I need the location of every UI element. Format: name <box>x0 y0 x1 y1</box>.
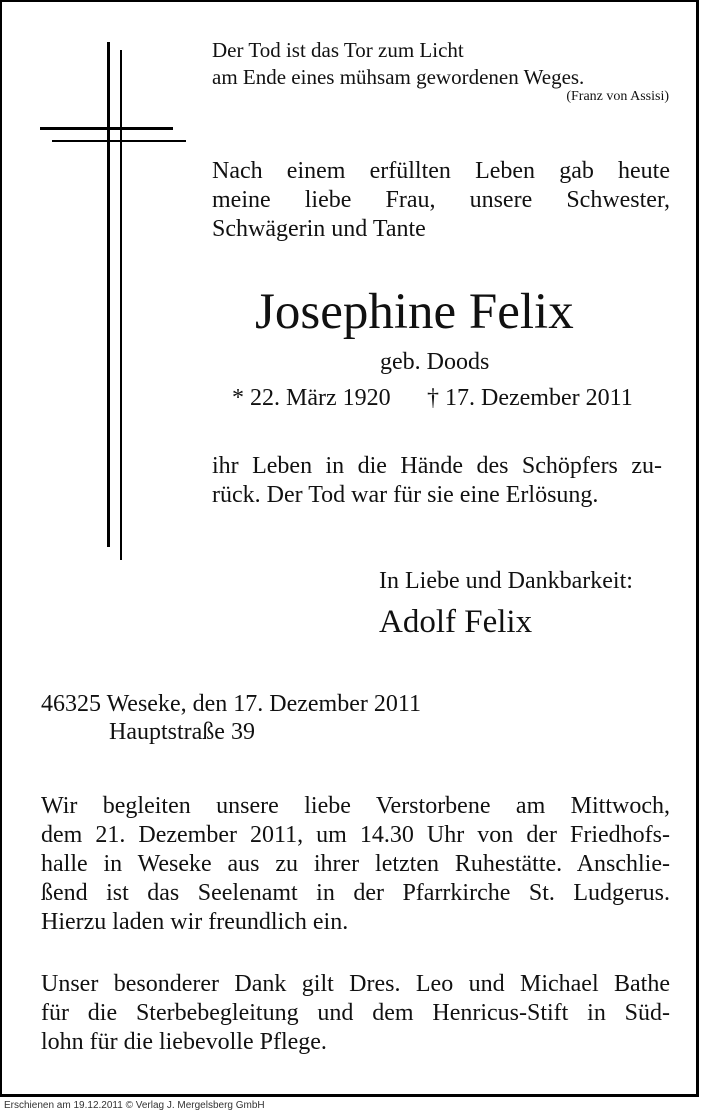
death-date: † 17. Dezember 2011 <box>427 385 633 411</box>
funeral-line-2: dem 21. Dezember 2011, um 14.30 Uhr von der Friedhofs- <box>41 822 670 848</box>
intro-line-3: Schwägerin und Tante <box>212 216 426 242</box>
thanks-line-2: für die Sterbebegleitung und dem Henricus-Stift in Süd- <box>41 1000 670 1026</box>
signature-phrase: In Liebe und Dankbarkeit: <box>379 568 633 594</box>
intro-paragraph <box>212 157 670 244</box>
outro-line-1: ihr Leben in die Hände des Schöpfers zu- <box>212 453 662 479</box>
signature-name: Adolf Felix <box>379 604 533 640</box>
thanks-paragraph <box>41 970 670 1057</box>
birth-date: * 22. März 1920 <box>232 385 391 411</box>
funeral-line-5: Hierzu laden wir freundlich ein. <box>41 909 349 935</box>
quote-line-1: Der Tod ist das Tor zum Licht <box>212 38 464 62</box>
deceased-name: Josephine Felix <box>255 284 574 340</box>
thanks-line-3: lohn für die liebevolle Pflege. <box>41 1029 327 1055</box>
funeral-line-1: Wir begleiten unsere liebe Verstorbene am Mittwoch, <box>41 793 670 819</box>
intro-line-1: Nach einem erfüllten Leben gab heute <box>212 158 670 184</box>
funeral-line-4: ßend ist das Seelenamt in der Pfarrkirche St. Ludgerus. <box>41 880 670 906</box>
thanks-line-1: Unser besonderer Dank gilt Dres. Leo und Michael Bathe <box>41 971 670 997</box>
funeral-paragraph <box>41 792 670 937</box>
quote-source: (Franz von Assisi) <box>566 89 669 104</box>
address-line-2: Hauptstraße 39 <box>109 719 255 745</box>
quote-line-2: am Ende eines mühsam gewordenen Weges. <box>212 65 585 89</box>
outro-paragraph <box>212 452 662 510</box>
address-line-1: 46325 Weseke, den 17. Dezember 2011 <box>41 691 421 717</box>
intro-line-2: meine liebe Frau, unsere Schwester, <box>212 187 670 213</box>
birth-name: geb. Doods <box>380 349 490 375</box>
outro-line-2: rück. Der Tod war für sie eine Erlösung. <box>212 482 599 508</box>
funeral-line-3: halle in Weseke aus zu ihrer letzten Ruhestätte. Anschlie- <box>41 851 670 877</box>
publication-footer: Erschienen am 19.12.2011 © Verlag J. Mergelsberg GmbH <box>4 1100 265 1111</box>
